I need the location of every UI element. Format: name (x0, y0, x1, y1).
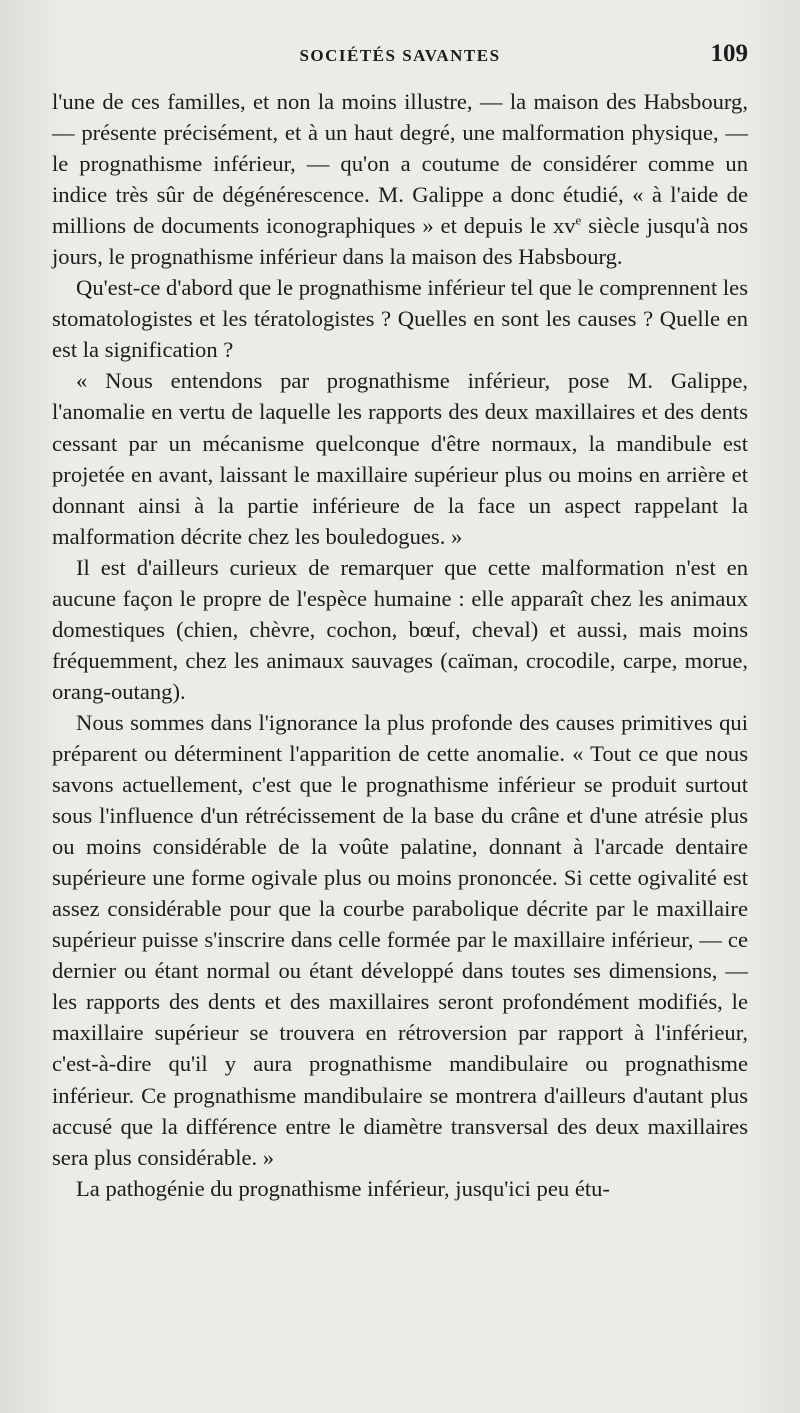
paragraph-pathogenie: La pathogénie du prognathisme inférieur, jusqu'ici peu étu- (76, 1175, 610, 1201)
page-header (52, 40, 748, 76)
page-number: 109 (710, 40, 748, 67)
paragraph-causes: Nous sommes dans l'ignorance la plus profonde des causes primitives qui préparent ou déterminent l'apparition de cette anomalie. « Tout ce que nous savons actuellement, c'est que le prognathisme inférieur se produit surtout sous l'influence d'un rétrécissement de la base du crâne et d'une atrésie plus ou moins considérable de la voûte palatine, donnant à l'arcade dentaire supérieure une forme ogivale plus ou moins prononcée. Si cette ogivalité est assez considérable pour que la courbe parabolique décrite par le maxillaire supérieur puisse s'inscrire dans celle formée par le maxillaire inférieur, — ce dernier ou étant normal ou étant développé dans toutes ses dimensions, — les rapports des dents et des maxillaires seront profondément modifiés, le maxillaire supérieur se trouvera en rétroversion par rapport à l'inférieur, c'est-à-dire qu'il y aura prognathisme mandibulaire ou prognathisme inférieur. Ce prognathisme mandibulaire se montrera d'ailleurs d'autant plus accusé que la différence entre le diamètre transversal des deux maxillaires sera plus considérable. » (52, 709, 748, 1170)
century-superscript: e (575, 212, 582, 228)
paragraph-text-tail: siècle jusqu'à nos jours, le prognathisme inférieur dans la maison des Habsbourg. (52, 213, 748, 270)
paragraph-definition-quote: « Nous entendons par prognathisme inférieur, pose M. Galippe, l'anomalie en vertu de laquelle les rapports des deux maxillaires et des dents cessant par un mécanisme quelconque d'être normaux, la mandibule est projetée en avant, laissant le maxillaire supérieur plus ou moins en arrière et donnant ainsi à la partie inférieure de la face un aspect rappelant la malformation décrite chez les bouledogues. » (52, 368, 748, 549)
body-text (52, 86, 748, 1204)
paragraph-habsbourg (52, 86, 748, 272)
paragraph-questions: Qu'est-ce d'abord que le prognathisme inférieur tel que le comprennent les stomatologistes et les tératologistes ? Quelles en sont les causes ? Quelle en est la signification ? (52, 275, 748, 363)
running-title: SOCIÉTÉS SAVANTES (299, 46, 501, 65)
paragraph-animals: Il est d'ailleurs curieux de remarquer que cette malformation n'est en aucune façon le propre de l'espèce humaine : elle apparaît chez les animaux domestiques (chien, chèvre, cochon, bœuf, cheval) et aussi, mais moins fréquemment, chez les animaux sauvages (caïman, crocodile, carpe, morue, orang-outang). (52, 554, 748, 704)
paragraph-text: l'une de ces familles, et non la moins illustre, — la maison des Habsbourg, — présente précisément, et à un haut degré, une malformation physique, — le prognathisme inférieur, — qu'on a coutume de considérer comme un indice très sûr de dégénérescence. M. Galippe a donc étudié, « à l'aide de millions de documents iconographiques » et depuis le xv (52, 89, 748, 239)
